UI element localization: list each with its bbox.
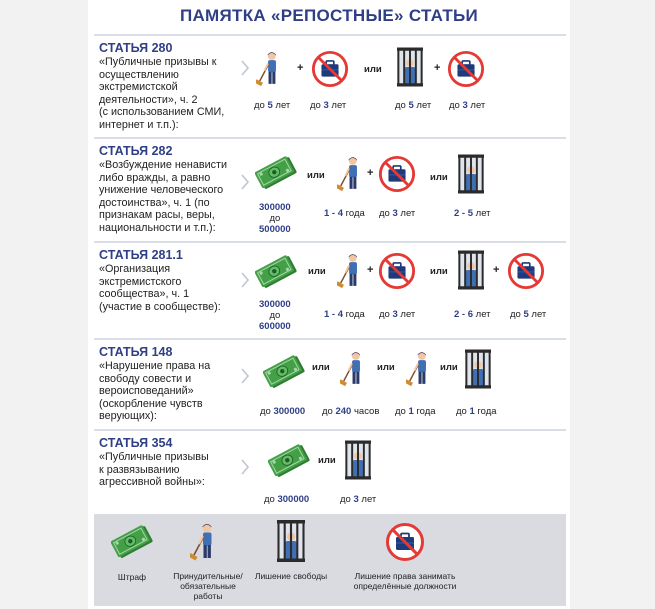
- penalty-label: до 300000: [260, 406, 306, 417]
- penalty-label: 1 - 4 года: [324, 208, 365, 219]
- prison-bars-icon: [345, 438, 371, 482]
- or-connector: или: [312, 362, 330, 373]
- sweeper-icon: [337, 155, 363, 193]
- no-briefcase-icon: [378, 155, 416, 193]
- fine-amount: 300000 до 600000: [259, 299, 291, 332]
- penalty-label: до 1 года: [395, 406, 436, 417]
- prison-bars-icon: [458, 249, 484, 291]
- or-connector: или: [440, 362, 458, 373]
- or-connector: или: [318, 455, 336, 466]
- no-briefcase-icon: [311, 50, 349, 88]
- chevron-right-icon: [241, 368, 249, 384]
- legend-label: Принудительные/ обязательные работы: [173, 571, 243, 601]
- article-title: СТАТЬЯ 282: [99, 144, 173, 158]
- section-divider: [94, 241, 566, 243]
- money-icon: [111, 522, 155, 562]
- section-divider: [94, 338, 566, 340]
- no-briefcase-icon: [378, 252, 416, 290]
- article-description: «Возбуждение ненависти либо вражды, а равно унижение человеческого достоинства», ч. 1 (по признакам расы, веры, национальности и т.п.):: [99, 159, 227, 234]
- or-connector: или: [308, 266, 326, 277]
- no-briefcase-icon: [507, 252, 545, 290]
- prison-bars-icon: [465, 348, 491, 390]
- penalty-label: до 300000: [264, 494, 310, 505]
- penalty-label: 2 - 6 лет: [454, 309, 491, 320]
- or-connector: или: [377, 362, 395, 373]
- chevron-right-icon: [241, 60, 249, 76]
- prison-bars-icon: [458, 153, 484, 195]
- section-divider: [94, 429, 566, 431]
- or-connector: или: [430, 266, 448, 277]
- penalty-label: до 5 лет: [510, 309, 547, 320]
- sweeper-icon: [190, 522, 218, 562]
- no-briefcase-icon: [447, 50, 485, 88]
- no-briefcase-icon: [385, 522, 425, 562]
- penalty-label: до 3 лет: [379, 208, 416, 219]
- money-icon: [255, 155, 299, 191]
- sweeper-icon: [340, 350, 366, 388]
- or-connector: или: [430, 172, 448, 183]
- penalty-label: до 5 лет: [254, 100, 291, 111]
- penalty-label: до 240 часов: [322, 406, 380, 417]
- page-title: ПАМЯТКА «РЕПОСТНЫЕ» СТАТЬИ: [179, 6, 479, 25]
- plus-sign: +: [297, 62, 304, 74]
- penalty-label: до 3 лет: [379, 309, 416, 320]
- sweeper-icon: [256, 50, 282, 88]
- legend-label: Штраф: [117, 572, 147, 582]
- sweeper-icon: [406, 350, 432, 388]
- penalty-label: 2 - 5 лет: [454, 208, 491, 219]
- chevron-right-icon: [241, 459, 249, 475]
- plus-sign: +: [434, 62, 441, 74]
- fine-amount: 300000 до 500000: [259, 202, 291, 235]
- article-title: СТАТЬЯ 281.1: [99, 248, 183, 262]
- or-connector: или: [307, 170, 325, 181]
- money-icon: [268, 443, 312, 479]
- article-title: СТАТЬЯ 280: [99, 41, 173, 55]
- prison-bars-icon: [277, 518, 305, 564]
- section-divider: [94, 34, 566, 36]
- section-divider: [94, 137, 566, 139]
- article-description: «Публичные призывы к развязыванию агрессивной войны»:: [99, 451, 209, 489]
- penalty-label: до 3 лет: [310, 100, 347, 111]
- or-connector: или: [364, 64, 382, 75]
- article-description: «Организация экстремистского сообщества», ч. 1 (участие в сообществе):: [99, 263, 221, 313]
- chevron-right-icon: [241, 272, 249, 288]
- money-icon: [255, 254, 299, 290]
- plus-sign: +: [367, 264, 374, 276]
- plus-sign: +: [493, 264, 500, 276]
- sweeper-icon: [337, 252, 363, 290]
- penalty-label: до 1 года: [456, 406, 497, 417]
- money-icon: [263, 354, 307, 390]
- penalty-label: 1 - 4 года: [324, 309, 365, 320]
- penalty-label: до 5 лет: [395, 100, 432, 111]
- memo-sheet: [88, 0, 570, 609]
- article-description: «Нарушение права на свободу совести и вероисповеданий» (оскорбление чувств верующих):: [99, 360, 211, 423]
- article-title: СТАТЬЯ 148: [99, 345, 173, 359]
- legend-label: Лишение права занимать определённые должности: [353, 571, 457, 591]
- article-title: СТАТЬЯ 354: [99, 436, 173, 450]
- plus-sign: +: [367, 167, 374, 179]
- article-description: «Публичные призывы к осуществлению экстремистской деятельности», ч. 2 (с использованием СМИ, интернет и т.п.):: [99, 56, 225, 131]
- prison-bars-icon: [397, 46, 423, 88]
- legend-panel: [94, 514, 566, 606]
- legend-label: Лишение свободы: [254, 571, 328, 581]
- penalty-label: до 3 лет: [340, 494, 377, 505]
- penalty-label: до 3 лет: [449, 100, 486, 111]
- chevron-right-icon: [241, 174, 249, 190]
